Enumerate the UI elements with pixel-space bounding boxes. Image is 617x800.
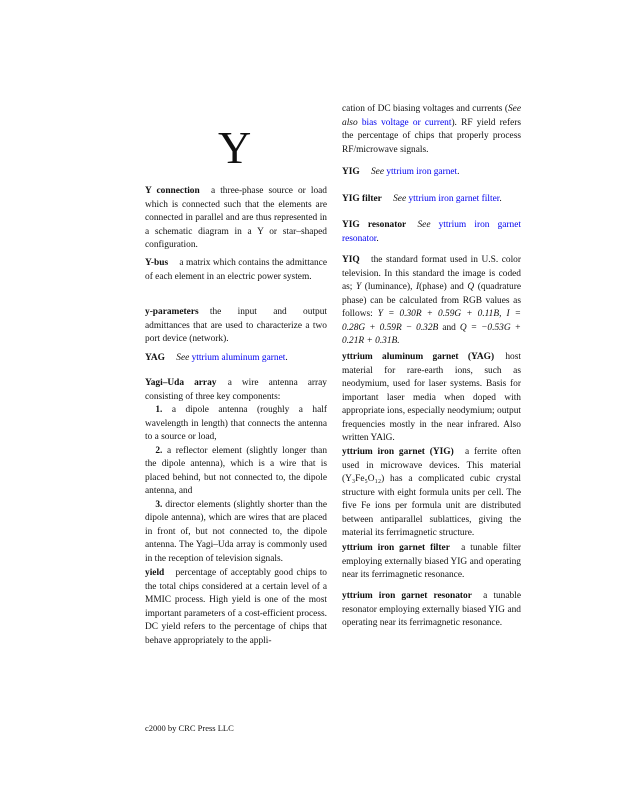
item-text: a reflector element (slightly longer than the dipole antenna), which is a wire that is placed behind, but not connected to, the dipole antenna, and — [145, 445, 328, 496]
copyright-footer: c2000 by CRC Press LLC — [145, 723, 234, 733]
definition: has a complicated cubic crystal structure with eight formula units per cell. The five Fe ions per formula unit are distributed between antiparallel sublattices, giving the material its ferrimagnetic structure. — [342, 474, 522, 538]
text: (phase) and — [419, 282, 464, 292]
term: YIG — [342, 167, 360, 177]
entry-yig — [342, 166, 521, 180]
entry-yig-resonator — [342, 219, 521, 246]
cross-reference-link[interactable]: yttrium iron garnet filter — [408, 194, 500, 204]
entry-y-parameters — [145, 306, 327, 347]
see-label: See — [417, 220, 431, 230]
see-also-label: See also — [342, 104, 521, 128]
item-number: 3. — [155, 499, 163, 510]
term: y-parameters — [145, 307, 199, 317]
entry-yttrium-aluminum-garnet — [342, 351, 521, 446]
entry-yig-filter-full — [342, 542, 521, 583]
text: (luminance), — [364, 282, 413, 292]
math-symbol: I — [416, 282, 420, 292]
punctuation: . — [499, 194, 502, 204]
term: YIQ — [342, 255, 360, 265]
entry-yiq — [342, 254, 521, 349]
list-item — [145, 404, 327, 445]
term: Y connection — [145, 186, 200, 196]
see-label: See — [393, 194, 407, 204]
entry-y-bus — [145, 257, 327, 284]
term: yttrium aluminum garnet (YAG) — [342, 352, 495, 362]
cross-reference-link[interactable]: yttrium iron garnet resonator — [342, 220, 521, 244]
entry-y-connection — [145, 185, 327, 253]
entry-yig-filter — [342, 193, 521, 207]
definition: percentage of acceptably good chips to the total chips considered at a certain level of a MMIC process. High yield is one of the most important parameters of a cost-efficient process. DC yield refers to the percentage of chips that behave appropriately to the appli- — [145, 568, 327, 646]
list-item — [145, 499, 327, 567]
text: ). RF yield refers the percentage of chips that properly process RF/microwave signals. — [342, 117, 522, 155]
chemical-formula: (Y₃Fe₅O₁₂) — [342, 474, 385, 484]
equation: Q = −0.53G + 0.21R + 0.31B. — [342, 322, 521, 346]
term: yttrium iron garnet (YIG) — [342, 447, 454, 457]
math-symbol: Q — [467, 282, 475, 292]
definition: the standard format used in U.S. color television. In this standard the image is coded as; — [342, 255, 521, 292]
term: yttrium iron garnet filter — [342, 543, 450, 553]
equation: Y = 0.30R + 0.59G + 0.11B, — [377, 309, 502, 319]
term: YAG — [145, 353, 165, 363]
cross-reference-link[interactable]: bias voltage or current — [361, 117, 452, 128]
definition: host material for rare-earth ions, such as neodymium, used for laser systems. Basis for important laser media when doped with appropriate ions, especially neodymium; output frequencies mostly in the near infrared. Also written YAlG. — [342, 352, 521, 443]
definition: a ferrite often used in microwave devices. This material — [342, 447, 521, 471]
item-number: 1. — [155, 405, 163, 415]
punctuation: . — [376, 233, 379, 244]
punctuation: . — [285, 353, 288, 363]
item-text: a dipole antenna (roughly a half wavelength in length) that connects the antenna to a source or load, — [145, 405, 327, 442]
entry-yttrium-iron-garnet — [342, 446, 521, 541]
definition: a wire antenna array consisting of three key components: — [145, 378, 327, 402]
term: YIG filter — [342, 194, 382, 204]
definition: the input and output admittances that are used to characterize a two port device (network). — [145, 307, 327, 344]
see-label: See — [176, 353, 190, 363]
text: cation of DC biasing voltages and currents ( — [342, 104, 508, 114]
entry-yagi-uda — [145, 377, 327, 566]
cross-reference-link[interactable]: yttrium aluminum garnet — [191, 353, 286, 363]
term: yttrium iron garnet resonator — [342, 591, 472, 601]
term: Yagi–Uda array — [145, 378, 217, 388]
math-symbol: Y — [356, 282, 362, 292]
text: (quadrature phase) can be calculated from RGB values as follows: — [342, 282, 521, 319]
entry-yield — [145, 567, 327, 648]
see-label: See — [370, 167, 384, 177]
entry-yig-resonator-full — [342, 590, 521, 631]
item-text: director elements (slightly shorter than the dipole antenna), which are wires that are placed in front of, but not connected to, the dipole antenna. The Yagi–Uda array is commonly used in the reception of television signals. — [145, 499, 328, 564]
term: yield — [145, 568, 165, 578]
entry-yield-continued — [342, 103, 521, 157]
equation: I = 0.28G + 0.59R − 0.32B — [342, 309, 522, 333]
item-number: 2. — [155, 445, 163, 456]
cross-reference-link[interactable]: yttrium iron garnet — [386, 167, 458, 177]
term: Y-bus — [145, 258, 169, 268]
text: and — [442, 322, 456, 333]
punctuation: . — [457, 167, 460, 177]
definition: a three-phase source or load which is connected such that the elements are connected in parallel and are thus represented in a schematic diagram in a Y or star–shaped configuration. — [145, 186, 327, 250]
definition: a tunable resonator employing externally biased YIG and operating near its ferrimagnetic resonance. — [342, 591, 521, 628]
definition: a tunable filter employing externally biased YIG and operating near its ferrimagnetic resonance. — [342, 543, 521, 580]
entry-yag — [145, 352, 327, 366]
term: YIG resonator — [342, 220, 407, 230]
list-item — [145, 445, 327, 499]
definition: a matrix which contains the admittance of each element in an electric power system. — [145, 258, 327, 282]
section-letter: Y — [218, 122, 252, 173]
